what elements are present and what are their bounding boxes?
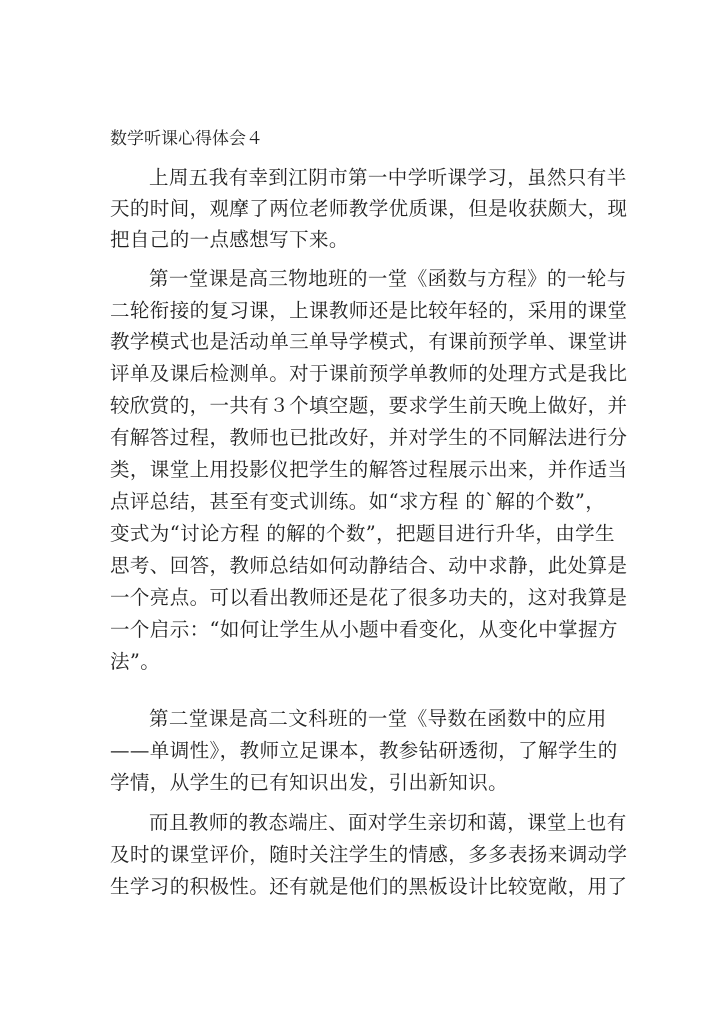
paragraph-2-line-8: 点评总结，甚至有变式训练。如“求方程 的`解的个数”， — [110, 490, 606, 513]
paragraph-2-line-3: 教学模式也是活动单三单导学模式，有课前预学单、课堂讲 — [110, 330, 628, 353]
paragraph-2-line-5: 较欣赏的，一共有３个填空题，要求学生前天晚上做好，并 — [110, 394, 628, 417]
paragraph-3-line-3: 学情，从学生的已有知识出发，引出新知识。 — [110, 771, 509, 794]
document-title: 数学听课心得体会４ — [110, 129, 263, 149]
paragraph-4-line-3: 生学习的积极性。还有就是他们的黑板设计比较宽敞，用了 — [110, 875, 628, 898]
paragraph-2-line-6: 有解答过程，教师也已批改好，并对学生的不同解法进行分 — [110, 426, 628, 449]
paragraph-2-line-13: 法”。 — [110, 650, 161, 673]
paragraph-3-line-1: 第二堂课是高二文科班的一堂《导数在函数中的应用 — [149, 707, 607, 730]
paragraph-1-line-3: 把自己的一点感想写下来。 — [110, 228, 349, 251]
paragraph-2-line-4: 评单及课后检测单。对于课前预学单教师的处理方式是我比 — [110, 362, 628, 385]
paragraph-2-line-1: 第一堂课是高三物地班的一堂《函数与方程》的一轮与 — [149, 267, 627, 290]
paragraph-1-line-1: 上周五我有幸到江阴市第一中学听课学习，虽然只有半 — [149, 166, 627, 189]
paragraph-4-line-1: 而且教师的教态端庄、面对学生亲切和蔼，课堂上也有 — [149, 811, 627, 834]
paragraph-2-line-9: 变式为“讨论方程 的解的个数”，把题目进行升华，由学生 — [110, 522, 615, 545]
paragraph-2-line-12: 一个启示：“如何让学生从小题中看变化，从变化中掌握方 — [110, 618, 618, 641]
paragraph-1-line-2: 天的时间，观摩了两位老师教学优质课，但是收获颇大，现 — [110, 197, 628, 220]
paragraph-4-line-2: 及时的课堂评价，随时关注学生的情感，多多表扬来调动学 — [110, 843, 628, 866]
paragraph-2-line-11: 一个亮点。可以看出教师还是花了很多功夫的，这对我算是 — [110, 586, 628, 609]
paragraph-3-line-2: ——单调性》，教师立足课本，教参钻研透彻，了解学生的 — [110, 739, 618, 762]
paragraph-2-line-7: 类，课堂上用投影仪把学生的解答过程展示出来，并作适当 — [110, 458, 628, 481]
paragraph-2-line-10: 思考、回答，教师总结如何动静结合、动中求静，此处算是 — [110, 554, 628, 577]
paragraph-2-line-2: 二轮衔接的复习课，上课教师还是比较年轻的，采用的课堂 — [110, 299, 628, 322]
